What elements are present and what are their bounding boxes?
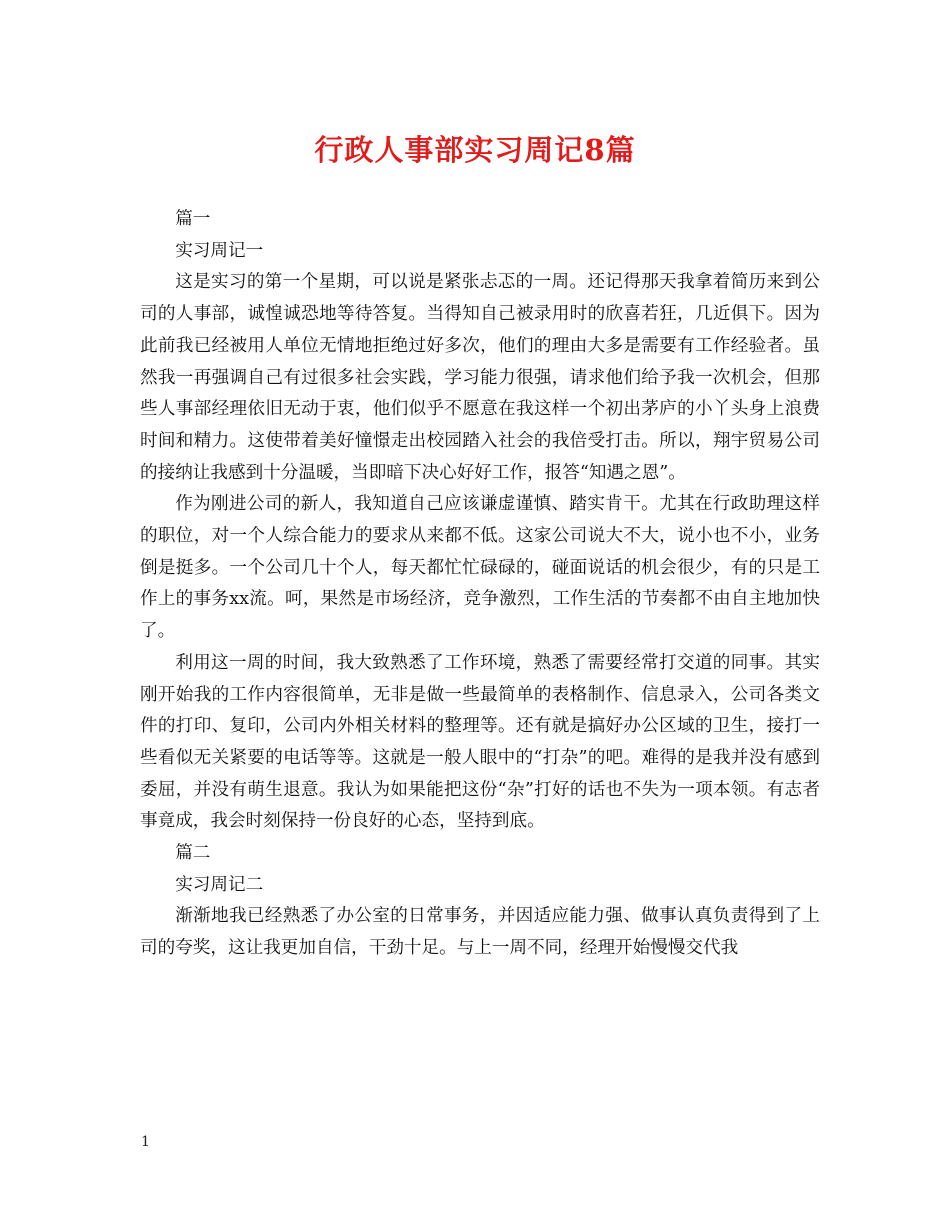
body-paragraph: 渐渐地我已经熟悉了办公室的日常事务，并因适应能力强、做事认真负责得到了上司的夸奖，这让我更加自信，干劲十足。与上一周不同，经理开始慢慢交代我 [140, 906, 820, 959]
section-heading: 篇二 [175, 843, 211, 864]
document-title: 行政人事部实习周记8篇 [314, 133, 636, 167]
page-number: 1 [141, 1134, 150, 1150]
body-paragraph: 利用这一周的时间，我大致熟悉了工作环境，熟悉了需要经常打交道的同事。其实刚开始我的工作内容很简单，无非是做一些最简单的表格制作、信息录入，公司各类文件的打印、复印，公司内外相关材料的整理等。还有就是搞好办公区域的卫生，接打一些看似无关紧要的电话等等。这就是一般人眼中的“打杂”的吧。难得的是我并没有感到委屈，并没有萌生退意。我认为如果能把这份“杂”打好的话也不失为一项本领。有志者事竟成，我会时刻保持一份良好的心态，坚持到底。 [140, 652, 820, 832]
body-paragraph: 这是实习的第一个星期，可以说是紧张忐忑的一周。还记得那天我拿着简历来到公司的人事部，诚惶诚恐地等待答复。当得知自己被录用时的欣喜若狂，几近俱下。因为此前我已经被用人单位无情地拒绝过好多次，他们的理由大多是需要有工作经验者。虽然我一再强调自己有过很多社会实践，学习能力很强，请求他们给予我一次机会，但那些人事部经理依旧无动于衷，他们似乎不愿意在我这样一个初出茅庐的小丫头身上浪费时间和精力。这使带着美好憧憬走出校园踏入社会的我倍受打击。所以，翔宇贸易公司的接纳让我感到十分温暖，当即暗下决心好好工作，报答“知遇之恩”。 [140, 272, 820, 483]
section-heading: 篇一 [175, 209, 211, 229]
body-paragraph: 作为刚进公司的新人，我知道自己应该谦虚谨慎、踏实肯干。尤其在行政助理这样的职位，对一个人综合能力的要求从来都不低。这家公司说大不大，说小也不小，业务倒是挺多。一个公司几十个人，每天都忙忙碌碌的，碰面说话的机会很少，有的只是工作上的事务xx流。呵，果然是市场经济，竞争激烈，工作生活的节奏都不由自主地加快了。 [140, 494, 820, 642]
document-body [140, 204, 820, 965]
subsection-heading: 实习周记一 [175, 240, 264, 261]
subsection-heading: 实习周记二 [175, 874, 264, 895]
